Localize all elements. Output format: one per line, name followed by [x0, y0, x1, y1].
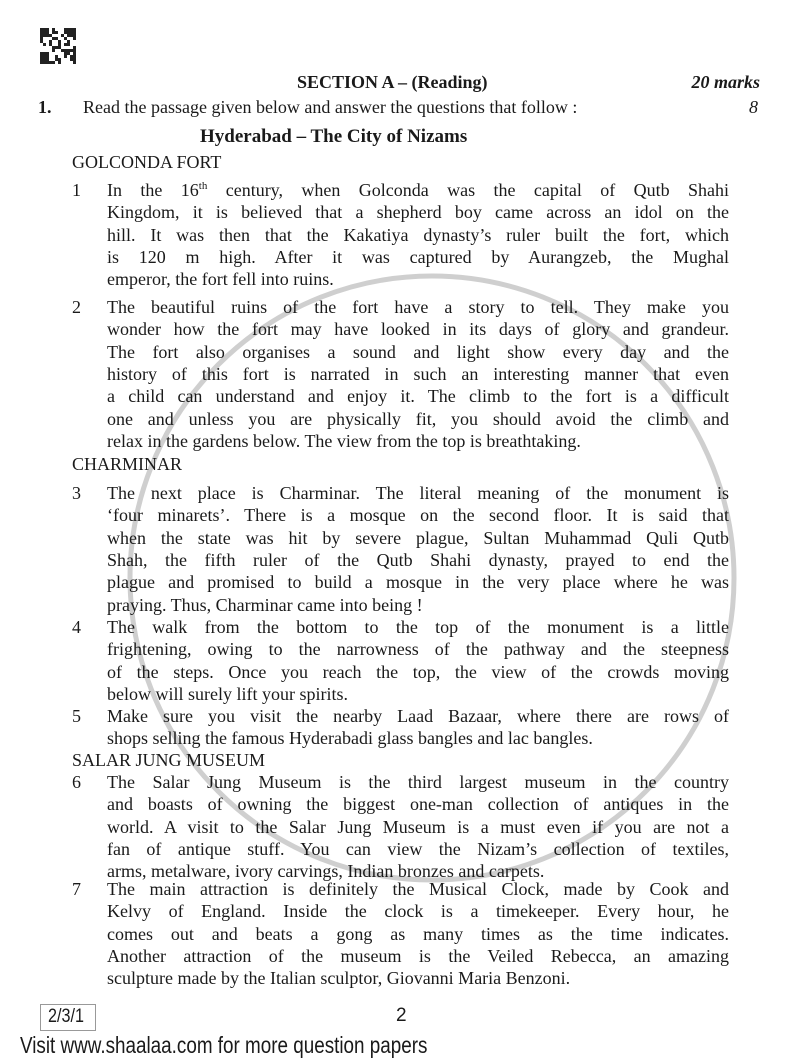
paper-code-box: [40, 1004, 96, 1031]
paragraph-number: 2: [72, 297, 81, 317]
paragraph-line: [107, 179, 729, 201]
paragraph-line: The beautiful ruins of the fort have a story to tell. They make you: [107, 297, 729, 317]
section-marks: 20 marks: [691, 72, 760, 92]
paragraph-line: shops selling the famous Hyderabadi glass bangles and lac bangles.: [107, 728, 593, 749]
paragraph-line: a child can understand and enjoy it. The climb to the fort is a difficult: [107, 386, 729, 407]
paragraph-number: 4: [72, 617, 81, 637]
paragraph-line: Make sure you visit the nearby Laad Bazaar, where there are rows of: [107, 706, 729, 726]
paragraph-line: Kingdom, it is believed that a shepherd boy came across an idol on the: [107, 202, 729, 223]
paragraph-line: and boasts of owning the biggest one-man collection of antiques in the: [107, 794, 729, 815]
section-heading: SALAR JUNG MUSEUM: [72, 750, 266, 770]
paragraph-line: world. A visit to the Salar Jung Museum is a must even if you are not a: [107, 816, 729, 837]
qr-code: [40, 28, 76, 65]
paper-code: 2/3/1: [48, 1006, 84, 1027]
paragraph-line: below will surely lift your spirits.: [107, 683, 348, 704]
question-text: Read the passage given below and answer the questions that follow :: [83, 97, 578, 117]
paragraph-line: relax in the gardens below. The view from the top is breathtaking.: [107, 430, 581, 451]
paragraph-line: history of this fort is narrated in such an interesting manner that even: [107, 363, 729, 384]
passage-title: Hyderabad – The City of Nizams: [200, 126, 468, 147]
paragraph-line: The fort also organises a sound and light show every day and the: [107, 341, 729, 362]
line-segment: In the 16: [107, 180, 199, 200]
paragraph-line: praying. Thus, Charminar came into being !: [107, 594, 423, 615]
paragraph-line: is 120 m high. After it was captured by Aurangzeb, the Mughal: [107, 246, 729, 267]
paragraph-line: arms, metalware, ivory carvings, Indian bronzes and carpets.: [107, 861, 545, 882]
paragraph-line: of the steps. Once you reach the top, the view of the crowds moving: [107, 661, 729, 682]
paragraph-number: 3: [72, 483, 81, 503]
paragraph-line: hill. It was then that the Kakatiya dynasty’s ruler built the fort, which: [107, 224, 729, 245]
section-title: SECTION A – (Reading): [297, 72, 488, 92]
paragraph-line: emperor, the fort fell into ruins.: [107, 269, 334, 290]
line-segment: century, when Golconda was the capital of Qutb Shahi: [207, 180, 730, 200]
paragraph-line: The walk from the bottom to the top of the monument is a little: [107, 617, 729, 637]
paragraph-line: frightening, owing to the narrowness of the pathway and the steepness: [107, 639, 729, 660]
page-number: 2: [396, 1005, 407, 1026]
paragraph-line: comes out and beats a gong as many times as the time indicates.: [107, 923, 729, 944]
paragraph-line: Another attraction of the museum is the Veiled Rebecca, an amazing: [107, 945, 729, 966]
paragraph-line: Shah, the fifth ruler of the Qutb Shahi dynasty, prayed to end the: [107, 549, 729, 570]
paragraph-number: 1: [72, 180, 81, 200]
paragraph-number: 5: [72, 706, 81, 726]
promo-link[interactable]: Visit www.shaalaa.com for more question papers: [20, 1032, 428, 1058]
section-heading: CHARMINAR: [72, 454, 183, 474]
question-marks: 8: [749, 97, 758, 117]
paragraph-line: wonder how the fort may have looked in its days of glory and grandeur.: [107, 319, 729, 340]
section-heading: GOLCONDA FORT: [72, 152, 222, 172]
paragraph-line: when the state was hit by severe plague, Sultan Muhammad Quli Qutb: [107, 527, 729, 548]
paragraph-line: Kelvy of England. Inside the clock is a timekeeper. Every hour, he: [107, 901, 729, 922]
paragraph-number: 7: [72, 879, 81, 899]
superscript: th: [198, 180, 208, 192]
paragraph-line: The Salar Jung Museum is the third largest museum in the country: [107, 772, 729, 792]
paragraph-line: plague and promised to build a mosque in the very place where he was: [107, 572, 729, 593]
paragraph-line: ‘four minarets’. There is a mosque on the second floor. It is said that: [107, 505, 729, 526]
paragraph-line: one and unless you are physically fit, you should avoid the climb and: [107, 408, 729, 429]
paragraph-line: The main attraction is definitely the Musical Clock, made by Cook and: [107, 879, 729, 899]
paragraph-line: The next place is Charminar. The literal meaning of the monument is: [107, 483, 729, 503]
paragraph-line: fan of antique stuff. You can view the Nizam’s collection of textiles,: [107, 838, 729, 859]
paragraph-line: sculpture made by the Italian sculptor, Giovanni Maria Benzoni.: [107, 968, 571, 989]
paragraph-number: 6: [72, 772, 81, 792]
question-number: 1.: [38, 97, 52, 117]
